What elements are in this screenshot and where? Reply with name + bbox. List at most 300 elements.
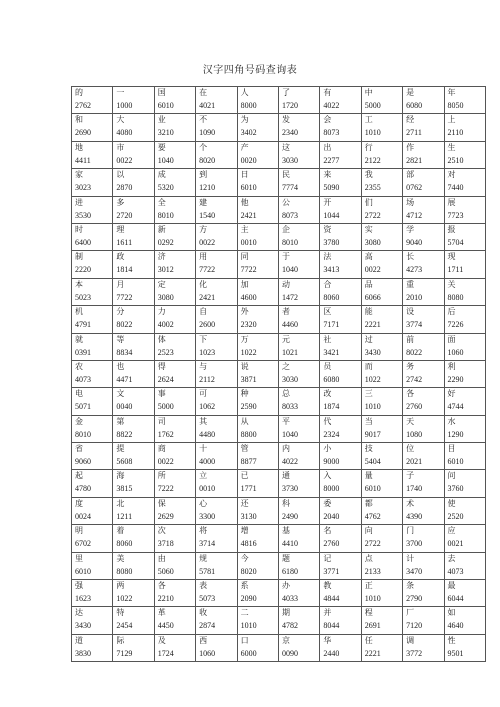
character: 大 bbox=[116, 115, 125, 125]
table-cell bbox=[320, 114, 361, 141]
character: 进 bbox=[75, 197, 83, 207]
character: 由 bbox=[157, 553, 166, 563]
four-corner-code: 8044 bbox=[323, 621, 340, 631]
table-cell bbox=[320, 580, 361, 607]
four-corner-code: 1021 bbox=[281, 347, 298, 357]
table-cell bbox=[196, 388, 237, 415]
character: 日 bbox=[240, 170, 249, 180]
character: 改 bbox=[323, 389, 332, 399]
four-corner-code: 7222 bbox=[157, 484, 174, 494]
table-cell bbox=[278, 196, 319, 223]
character: 道 bbox=[75, 635, 83, 645]
character: 收 bbox=[199, 608, 208, 618]
character: 万 bbox=[240, 334, 249, 344]
four-corner-code: 8080 bbox=[447, 292, 464, 302]
four-corner-code: 2221 bbox=[364, 320, 381, 330]
four-corner-code: 6010 bbox=[364, 484, 381, 494]
character: 都 bbox=[364, 498, 373, 508]
table-cell bbox=[320, 634, 361, 661]
table-cell bbox=[113, 141, 154, 168]
character: 第 bbox=[116, 416, 125, 426]
character: 行 bbox=[364, 142, 373, 152]
four-corner-code: 4021 bbox=[199, 101, 216, 110]
four-corner-code: 2220 bbox=[75, 265, 91, 275]
table-row bbox=[72, 196, 486, 223]
table-cell bbox=[320, 169, 361, 196]
four-corner-code: 2523 bbox=[157, 347, 174, 357]
character: 区 bbox=[323, 307, 332, 317]
table-cell bbox=[403, 388, 444, 415]
table-row bbox=[72, 580, 486, 607]
four-corner-code: 3700 bbox=[406, 539, 423, 549]
character: 同 bbox=[240, 252, 249, 262]
table-cell bbox=[444, 114, 485, 141]
four-corner-code: 4744 bbox=[447, 402, 464, 412]
table-cell bbox=[154, 223, 195, 250]
table-cell bbox=[320, 141, 361, 168]
four-corner-code: 2720 bbox=[116, 210, 133, 220]
table-cell bbox=[72, 497, 113, 524]
table-cell bbox=[237, 634, 278, 661]
character: 通 bbox=[281, 471, 290, 481]
four-corner-code: 5023 bbox=[75, 292, 91, 302]
table-cell bbox=[361, 470, 402, 497]
character: 文 bbox=[116, 389, 125, 399]
four-corner-code: 0020 bbox=[240, 155, 257, 165]
table-row bbox=[72, 607, 486, 634]
four-corner-code: 4411 bbox=[75, 155, 91, 165]
table-cell bbox=[196, 278, 237, 305]
table-row bbox=[72, 114, 486, 141]
four-corner-code: 5060 bbox=[157, 566, 174, 576]
table-cell bbox=[361, 497, 402, 524]
character: 任 bbox=[364, 635, 373, 645]
four-corner-code: 2520 bbox=[447, 511, 464, 521]
four-corner-code: 5000 bbox=[157, 402, 174, 412]
character: 规 bbox=[199, 553, 208, 563]
table-cell bbox=[113, 360, 154, 387]
character: 各 bbox=[406, 389, 415, 399]
four-corner-code: 3714 bbox=[199, 539, 216, 549]
four-corner-code: 6010 bbox=[75, 566, 91, 576]
character: 资 bbox=[323, 224, 332, 234]
table-cell bbox=[403, 634, 444, 661]
character: 和 bbox=[75, 115, 83, 125]
character: 出 bbox=[323, 142, 332, 152]
character: 是 bbox=[406, 88, 415, 97]
four-corner-code: 2762 bbox=[75, 101, 91, 110]
four-corner-code: 9501 bbox=[447, 648, 464, 658]
four-corner-code: 1044 bbox=[323, 210, 340, 220]
character: 办 bbox=[281, 581, 290, 591]
character: 调 bbox=[406, 635, 415, 645]
four-corner-code: 8020 bbox=[199, 155, 216, 165]
four-corner-code: 0024 bbox=[75, 511, 91, 521]
character: 不 bbox=[199, 115, 208, 125]
four-corner-code: 3830 bbox=[75, 648, 91, 658]
table-cell bbox=[237, 580, 278, 607]
character: 代 bbox=[323, 416, 332, 426]
four-corner-code: 1010 bbox=[240, 621, 257, 631]
character: 表 bbox=[199, 581, 208, 591]
four-corner-code: 3430 bbox=[364, 347, 381, 357]
character: 高 bbox=[364, 252, 373, 262]
table-cell bbox=[237, 497, 278, 524]
character: 委 bbox=[323, 498, 332, 508]
four-corner-code: 4762 bbox=[364, 511, 381, 521]
character: 应 bbox=[447, 526, 456, 536]
table-cell bbox=[444, 497, 485, 524]
character: 际 bbox=[116, 635, 125, 645]
character: 门 bbox=[406, 526, 415, 536]
character: 增 bbox=[240, 526, 249, 536]
table-cell bbox=[278, 360, 319, 387]
table-cell bbox=[361, 415, 402, 442]
character: 下 bbox=[199, 334, 208, 344]
four-corner-code: 2110 bbox=[447, 128, 464, 138]
character: 加 bbox=[240, 279, 249, 289]
four-corner-code: 2454 bbox=[116, 621, 133, 631]
table-cell bbox=[154, 278, 195, 305]
table-cell bbox=[403, 525, 444, 552]
four-corner-code: 6000 bbox=[240, 648, 257, 658]
character: 达 bbox=[75, 608, 83, 618]
table-cell bbox=[113, 169, 154, 196]
table-cell bbox=[154, 525, 195, 552]
character: 厂 bbox=[406, 608, 415, 618]
table-cell bbox=[72, 306, 113, 333]
table-cell bbox=[237, 278, 278, 305]
four-corner-code: 8834 bbox=[116, 347, 133, 357]
character: 技 bbox=[364, 444, 373, 454]
four-corner-code: 3772 bbox=[406, 648, 423, 658]
four-corner-code: 2742 bbox=[406, 374, 423, 384]
character: 设 bbox=[406, 307, 415, 317]
table-cell bbox=[72, 443, 113, 470]
table-cell bbox=[154, 552, 195, 579]
table-cell bbox=[154, 580, 195, 607]
character: 点 bbox=[364, 553, 373, 563]
character: 小 bbox=[323, 444, 332, 454]
character: 中 bbox=[364, 88, 373, 97]
four-corner-code: 7120 bbox=[406, 621, 423, 631]
table-cell bbox=[278, 497, 319, 524]
character: 企 bbox=[281, 224, 290, 234]
character: 位 bbox=[406, 444, 415, 454]
character: 从 bbox=[240, 416, 249, 426]
four-corner-code: 1720 bbox=[281, 101, 298, 110]
table-row bbox=[72, 223, 486, 250]
four-corner-code: 0292 bbox=[157, 237, 174, 247]
character: 还 bbox=[240, 498, 249, 508]
four-corner-code: 4273 bbox=[406, 265, 423, 275]
character: 这 bbox=[281, 142, 290, 152]
table-cell bbox=[403, 497, 444, 524]
character: 可 bbox=[199, 389, 208, 399]
character: 们 bbox=[364, 197, 373, 207]
four-corner-code: 7171 bbox=[323, 320, 340, 330]
table-cell bbox=[196, 580, 237, 607]
table-cell bbox=[113, 415, 154, 442]
table-row bbox=[72, 360, 486, 387]
character: 济 bbox=[157, 252, 166, 262]
four-corner-code: 1023 bbox=[199, 347, 216, 357]
table-cell bbox=[237, 415, 278, 442]
four-corner-code: 7440 bbox=[447, 183, 464, 193]
table-row bbox=[72, 552, 486, 579]
table-cell bbox=[113, 525, 154, 552]
table-cell bbox=[154, 169, 195, 196]
four-corner-code: 8033 bbox=[281, 402, 298, 412]
four-corner-code: 4450 bbox=[157, 621, 174, 631]
four-corner-code: 1771 bbox=[240, 484, 257, 494]
table-cell bbox=[154, 360, 195, 387]
four-corner-code: 6010 bbox=[447, 457, 464, 467]
character: 也 bbox=[116, 361, 125, 371]
four-corner-code: 1472 bbox=[281, 292, 298, 302]
character: 定 bbox=[157, 279, 166, 289]
character: 度 bbox=[75, 498, 83, 508]
table-cell bbox=[237, 443, 278, 470]
table-cell bbox=[361, 580, 402, 607]
table-cell bbox=[403, 306, 444, 333]
character: 二 bbox=[240, 608, 249, 618]
character: 重 bbox=[406, 279, 415, 289]
character: 在 bbox=[199, 88, 208, 97]
four-corner-code: 3300 bbox=[199, 511, 216, 521]
four-corner-code: 4816 bbox=[240, 539, 257, 549]
four-corner-code: 1040 bbox=[157, 155, 174, 165]
character: 十 bbox=[199, 444, 208, 454]
character: 时 bbox=[75, 224, 83, 234]
four-corner-code: 3871 bbox=[240, 374, 257, 384]
four-corner-code: 6702 bbox=[75, 539, 91, 549]
table-cell bbox=[320, 306, 361, 333]
character: 立 bbox=[199, 471, 208, 481]
table-cell bbox=[113, 607, 154, 634]
table-row bbox=[72, 333, 486, 360]
table-cell bbox=[278, 169, 319, 196]
four-corner-code: 5704 bbox=[447, 237, 464, 247]
four-corner-code: 6044 bbox=[447, 594, 464, 604]
table-cell bbox=[113, 552, 154, 579]
table-cell bbox=[278, 470, 319, 497]
character: 总 bbox=[281, 389, 290, 399]
four-corner-code: 2629 bbox=[157, 511, 174, 521]
four-corner-code: 1022 bbox=[116, 594, 133, 604]
four-corner-code: 1874 bbox=[323, 402, 340, 412]
character: 基 bbox=[281, 526, 290, 536]
four-corner-code: 2590 bbox=[240, 402, 257, 412]
table-cell bbox=[278, 141, 319, 168]
four-corner-code: 2090 bbox=[240, 594, 257, 604]
character: 全 bbox=[157, 197, 166, 207]
table-cell bbox=[403, 580, 444, 607]
table-cell bbox=[72, 470, 113, 497]
four-corner-code: 0010 bbox=[199, 484, 216, 494]
character: 正 bbox=[364, 581, 373, 591]
four-corner-code: 2870 bbox=[116, 183, 133, 193]
table-cell bbox=[113, 333, 154, 360]
four-corner-code: 4782 bbox=[281, 621, 298, 631]
table-cell bbox=[403, 552, 444, 579]
table-cell bbox=[72, 607, 113, 634]
table-cell bbox=[320, 443, 361, 470]
four-corner-code: 3413 bbox=[323, 265, 340, 275]
four-corner-code: 8020 bbox=[240, 566, 257, 576]
character: 新 bbox=[157, 224, 166, 234]
four-corner-code: 1290 bbox=[447, 429, 464, 439]
table-cell bbox=[237, 470, 278, 497]
four-corner-code: 7723 bbox=[447, 210, 464, 220]
character: 合 bbox=[323, 279, 332, 289]
four-corner-code: 3771 bbox=[323, 566, 340, 576]
table-cell bbox=[444, 87, 485, 114]
four-corner-code: 5090 bbox=[323, 183, 340, 193]
character: 子 bbox=[406, 471, 415, 481]
table-cell bbox=[320, 552, 361, 579]
table-cell bbox=[278, 388, 319, 415]
four-corner-code: 3023 bbox=[75, 183, 91, 193]
table-cell bbox=[278, 580, 319, 607]
character: 海 bbox=[116, 471, 125, 481]
table-cell bbox=[154, 141, 195, 168]
table-cell bbox=[154, 251, 195, 278]
table-cell bbox=[113, 580, 154, 607]
four-corner-code: 2510 bbox=[447, 155, 464, 165]
character: 而 bbox=[364, 361, 373, 371]
four-corner-code: 3080 bbox=[157, 292, 174, 302]
four-corner-code: 2490 bbox=[281, 511, 298, 521]
table-cell bbox=[154, 634, 195, 661]
four-corner-code: 5781 bbox=[199, 566, 216, 576]
character: 分 bbox=[116, 307, 125, 317]
character: 会 bbox=[323, 115, 332, 125]
table-cell bbox=[72, 360, 113, 387]
four-corner-code: 8050 bbox=[447, 101, 464, 110]
character: 经 bbox=[406, 115, 415, 125]
character: 来 bbox=[323, 170, 332, 180]
character: 实 bbox=[364, 224, 373, 234]
character: 开 bbox=[323, 197, 332, 207]
character: 到 bbox=[199, 170, 208, 180]
character: 京 bbox=[281, 635, 290, 645]
table-cell bbox=[113, 278, 154, 305]
page-title: 汉字四角号码查询表 bbox=[202, 65, 298, 76]
table-cell bbox=[361, 87, 402, 114]
character: 生 bbox=[447, 142, 456, 152]
four-corner-code: 3760 bbox=[447, 484, 464, 494]
table-cell bbox=[72, 278, 113, 305]
table-cell bbox=[444, 360, 485, 387]
character: 所 bbox=[157, 471, 166, 481]
character: 公 bbox=[281, 197, 290, 207]
table-cell bbox=[237, 196, 278, 223]
character: 三 bbox=[364, 389, 373, 399]
four-corner-code: 3080 bbox=[364, 237, 381, 247]
four-corner-code: 2277 bbox=[323, 155, 340, 165]
four-corner-code: 2421 bbox=[240, 210, 257, 220]
four-corner-code: 4460 bbox=[281, 320, 298, 330]
four-corner-code: 2690 bbox=[75, 128, 91, 138]
four-corner-code: 1762 bbox=[157, 429, 174, 439]
character: 里 bbox=[75, 553, 83, 563]
four-corner-code: 1540 bbox=[199, 210, 216, 220]
four-corner-code: 4471 bbox=[116, 374, 133, 384]
four-corner-code: 4640 bbox=[447, 621, 464, 631]
table-cell bbox=[154, 443, 195, 470]
four-corner-code: 2324 bbox=[323, 429, 340, 439]
table-row bbox=[72, 525, 486, 552]
table-cell bbox=[278, 278, 319, 305]
table-cell bbox=[154, 196, 195, 223]
table-cell bbox=[361, 251, 402, 278]
character: 于 bbox=[281, 252, 290, 262]
character: 作 bbox=[406, 142, 415, 152]
four-corner-code: 1010 bbox=[364, 402, 381, 412]
four-corner-code: 2210 bbox=[157, 594, 174, 604]
character: 建 bbox=[199, 197, 208, 207]
four-corner-code: 4073 bbox=[447, 566, 464, 576]
table-cell bbox=[196, 141, 237, 168]
four-corner-code: 4600 bbox=[240, 292, 257, 302]
character: 事 bbox=[157, 389, 166, 399]
character: 关 bbox=[447, 279, 456, 289]
table-cell bbox=[403, 470, 444, 497]
table-cell bbox=[237, 87, 278, 114]
table-cell bbox=[361, 443, 402, 470]
character: 本 bbox=[75, 279, 83, 289]
table-cell bbox=[320, 415, 361, 442]
four-corner-code: 4480 bbox=[199, 429, 216, 439]
table-cell bbox=[444, 525, 485, 552]
table-cell bbox=[237, 141, 278, 168]
character: 程 bbox=[364, 608, 373, 618]
character: 好 bbox=[447, 389, 456, 399]
table-cell bbox=[361, 169, 402, 196]
character: 天 bbox=[406, 416, 415, 426]
table-cell bbox=[361, 360, 402, 387]
table-cell bbox=[403, 251, 444, 278]
table-cell bbox=[196, 223, 237, 250]
four-corner-code: 8010 bbox=[281, 237, 298, 247]
table-cell bbox=[196, 607, 237, 634]
table-cell bbox=[237, 114, 278, 141]
character: 国 bbox=[157, 88, 166, 97]
character: 部 bbox=[406, 170, 415, 180]
character: 政 bbox=[116, 252, 125, 262]
table-cell bbox=[320, 360, 361, 387]
character: 内 bbox=[281, 444, 290, 454]
four-corner-code: 6080 bbox=[323, 374, 340, 384]
table-cell bbox=[361, 525, 402, 552]
four-corner-code: 1060 bbox=[447, 347, 464, 357]
character: 多 bbox=[116, 197, 125, 207]
four-corner-code: 3130 bbox=[240, 511, 257, 521]
table-cell bbox=[113, 470, 154, 497]
character: 说 bbox=[240, 361, 249, 371]
four-corner-code: 2821 bbox=[406, 155, 423, 165]
table-cell bbox=[154, 306, 195, 333]
table-cell bbox=[444, 141, 485, 168]
four-corner-code: 3780 bbox=[323, 237, 340, 247]
character: 人 bbox=[240, 88, 249, 97]
table-cell bbox=[113, 196, 154, 223]
character: 年 bbox=[447, 88, 456, 97]
table-cell bbox=[278, 251, 319, 278]
table-cell bbox=[154, 497, 195, 524]
four-corner-code: 6080 bbox=[406, 101, 423, 110]
